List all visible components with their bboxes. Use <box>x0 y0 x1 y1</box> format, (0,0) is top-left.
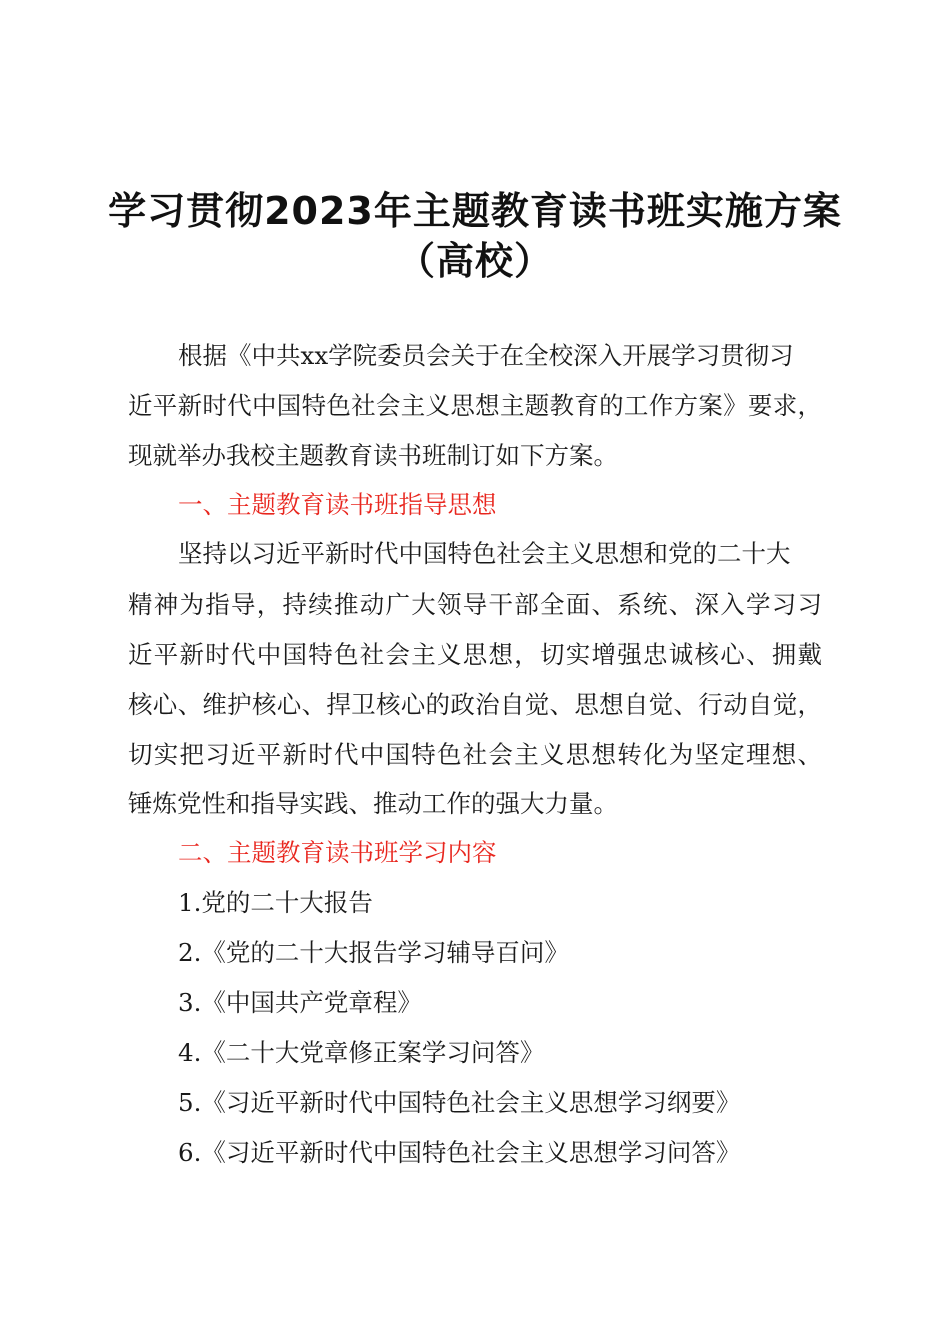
intro-line-3: 现就举办我校主题教育读书班制订如下方案。 <box>128 441 618 470</box>
document-subtitle: （高校） <box>396 239 553 283</box>
list-item: 4.《二十大党章修正案学习问答》 <box>178 1038 545 1067</box>
list-item: 6.《习近平新时代中国特色社会主义思想学习问答》 <box>178 1138 741 1167</box>
section1-line-1: 坚持以习近平新时代中国特色社会主义思想和党的二十大 <box>178 539 791 568</box>
section1-line-4: 核心、维护核心、捍卫核心的政治自觉、思想自觉、行动自觉， <box>128 690 822 719</box>
list-item: 2.《党的二十大报告学习辅导百问》 <box>178 938 569 967</box>
list-item: 1.党的二十大报告 <box>178 888 373 917</box>
section1-line-6: 锤炼党性和指导实践、推动工作的强大力量。 <box>128 789 618 818</box>
list-item: 3.《中国共产党章程》 <box>178 988 422 1017</box>
list-item: 5.《习近平新时代中国特色社会主义思想学习纲要》 <box>178 1088 741 1117</box>
section-heading-2: 二、主题教育读书班学习内容 <box>178 838 497 867</box>
section1-line-5: 切实把习近平新时代中国特色社会主义思想转化为坚定理想、 <box>128 740 822 769</box>
section-heading-1: 一、主题教育读书班指导思想 <box>178 490 497 519</box>
document-title: 学习贯彻2023年主题教育读书班实施方案 <box>108 189 842 233</box>
section1-line-2: 精神为指导，持续推动广大领导干部全面、系统、深入学习习 <box>128 590 822 619</box>
intro-line-1: 根据《中共xx学院委员会关于在全校深入开展学习贯彻习 <box>178 341 794 370</box>
intro-line-2: 近平新时代中国特色社会主义思想主题教育的工作方案》要求， <box>128 391 822 420</box>
section1-line-3: 近平新时代中国特色社会主义思想，切实增强忠诚核心、拥戴 <box>128 640 822 669</box>
